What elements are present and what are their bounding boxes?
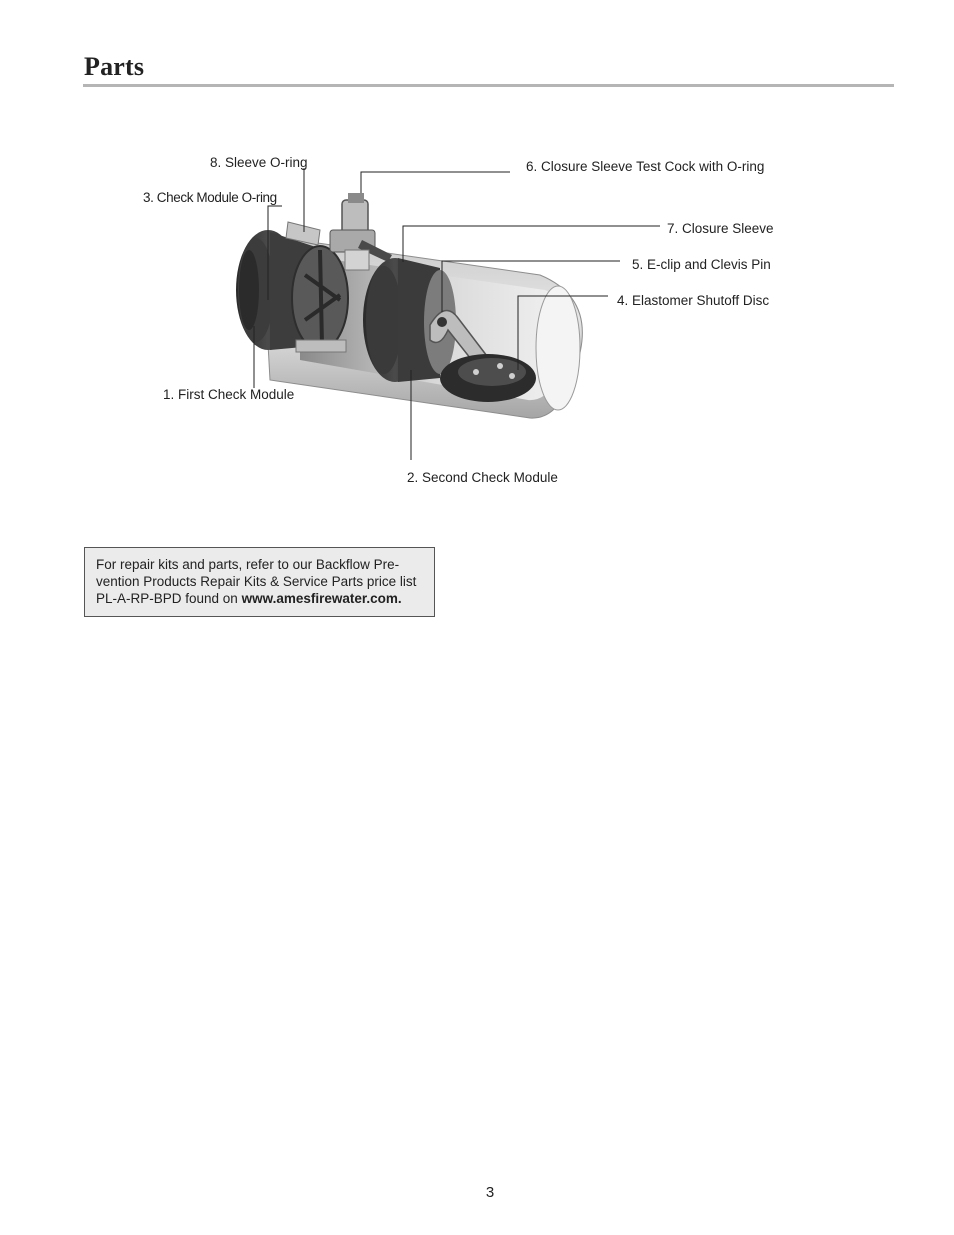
- note-text: For repair kits and parts, refer to our Backflow Pre-vention Products Repair Kits & Service Parts price list PL-A-RP-BPD found on: [96, 557, 417, 606]
- callout-check-module-oring: 3. Check Module O-ring: [143, 190, 277, 205]
- callout-first-check-module: 1. First Check Module: [163, 387, 295, 402]
- callout-sleeve-oring: 8. Sleeve O-ring: [210, 155, 308, 170]
- shutoff-disc: [440, 354, 536, 402]
- callout-shutoff-disc: 4. Elastomer Shutoff Disc: [617, 293, 770, 308]
- callout-second-check-module: 2. Second Check Module: [407, 470, 558, 485]
- repair-kits-note: [84, 547, 435, 617]
- callout-closure-sleeve: 7. Closure Sleeve: [667, 221, 774, 236]
- callout-eclip-clevis: 5. E-clip and Clevis Pin: [632, 257, 771, 272]
- callout-test-cock: 6. Closure Sleeve Test Cock with O-ring: [526, 159, 765, 174]
- note-url-link[interactable]: www.amesfirewater.com.: [241, 591, 402, 606]
- page-title: Parts: [84, 52, 145, 81]
- page-number: 3: [485, 1184, 495, 1201]
